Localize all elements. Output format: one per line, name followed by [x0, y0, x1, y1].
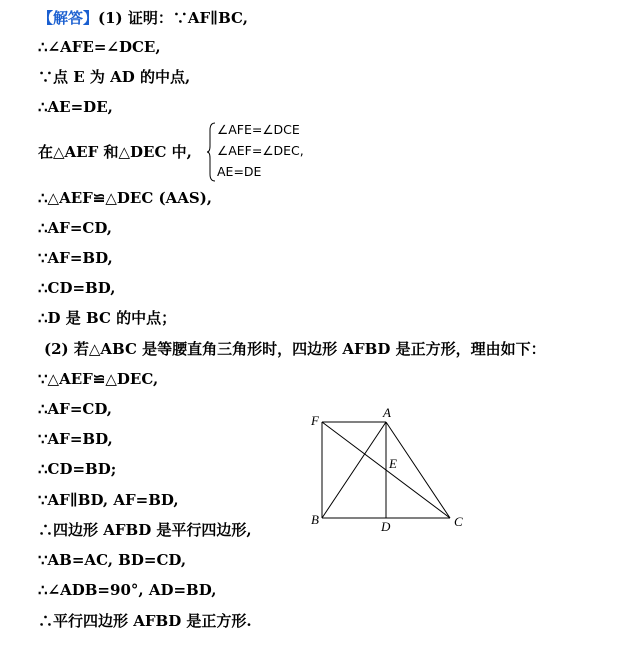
proof-line: ∴AE=DE, [38, 98, 113, 116]
point-label-b: B [311, 512, 319, 527]
proof-line: ∴∠ADB=90°, AD=BD, [38, 581, 217, 599]
part1-intro: (1) 证明：∵AF∥BC, [98, 9, 248, 27]
proof-line: ∴平行四边形 AFBD 是正方形. [38, 612, 252, 630]
point-label-c: C [454, 514, 463, 529]
left-brace-icon [207, 122, 217, 182]
system-eq-1: ∠AFE=∠DCE [217, 122, 300, 137]
proof-line: ∴CD=BD; [38, 460, 117, 478]
point-label-d: D [381, 519, 391, 534]
proof-line: ∵AF=BD, [38, 430, 113, 448]
segment-ab [322, 422, 386, 518]
proof-line: ∴CD=BD, [38, 279, 116, 297]
answer-header [38, 8, 248, 28]
proof-line: ∵点 E 为 AD 的中点, [38, 68, 191, 86]
system-intro: 在△AEF 和△DEC 中, [38, 143, 192, 161]
proof-line: ∵AF=BD, [38, 249, 113, 267]
point-label-e: E [389, 456, 397, 471]
proof-line: ∵AF∥BD, AF=BD, [38, 491, 179, 509]
proof-line: ∴△AEF≌△DEC (AAS), [38, 189, 213, 207]
proof-line: ∴AF=CD, [38, 400, 113, 418]
point-label-f: F [311, 413, 319, 428]
geometry-diagram [300, 400, 480, 540]
point-label-a: A [383, 405, 391, 420]
proof-line: ∴D 是 BC 的中点； [38, 309, 177, 327]
proof-line: ∴AF=CD, [38, 219, 113, 237]
answer-tag: 【解答】 [38, 9, 99, 27]
proof-line: ∴四边形 AFBD 是平行四边形, [38, 521, 252, 539]
equation-system [207, 122, 337, 182]
system-eq-2: ∠AEF=∠DEC, [217, 143, 304, 158]
proof-line: ∵AB=AC, BD=CD, [38, 551, 187, 569]
part2-header: (2) 若△ABC 是等腰直角三角形时，四边形 AFBD 是正方形，理由如下： [44, 340, 546, 358]
proof-line: ∵△AEF≌△DEC, [38, 370, 159, 388]
proof-line: ∴∠AFE=∠DCE, [38, 38, 161, 56]
system-eq-3: AE=DE [217, 164, 262, 179]
